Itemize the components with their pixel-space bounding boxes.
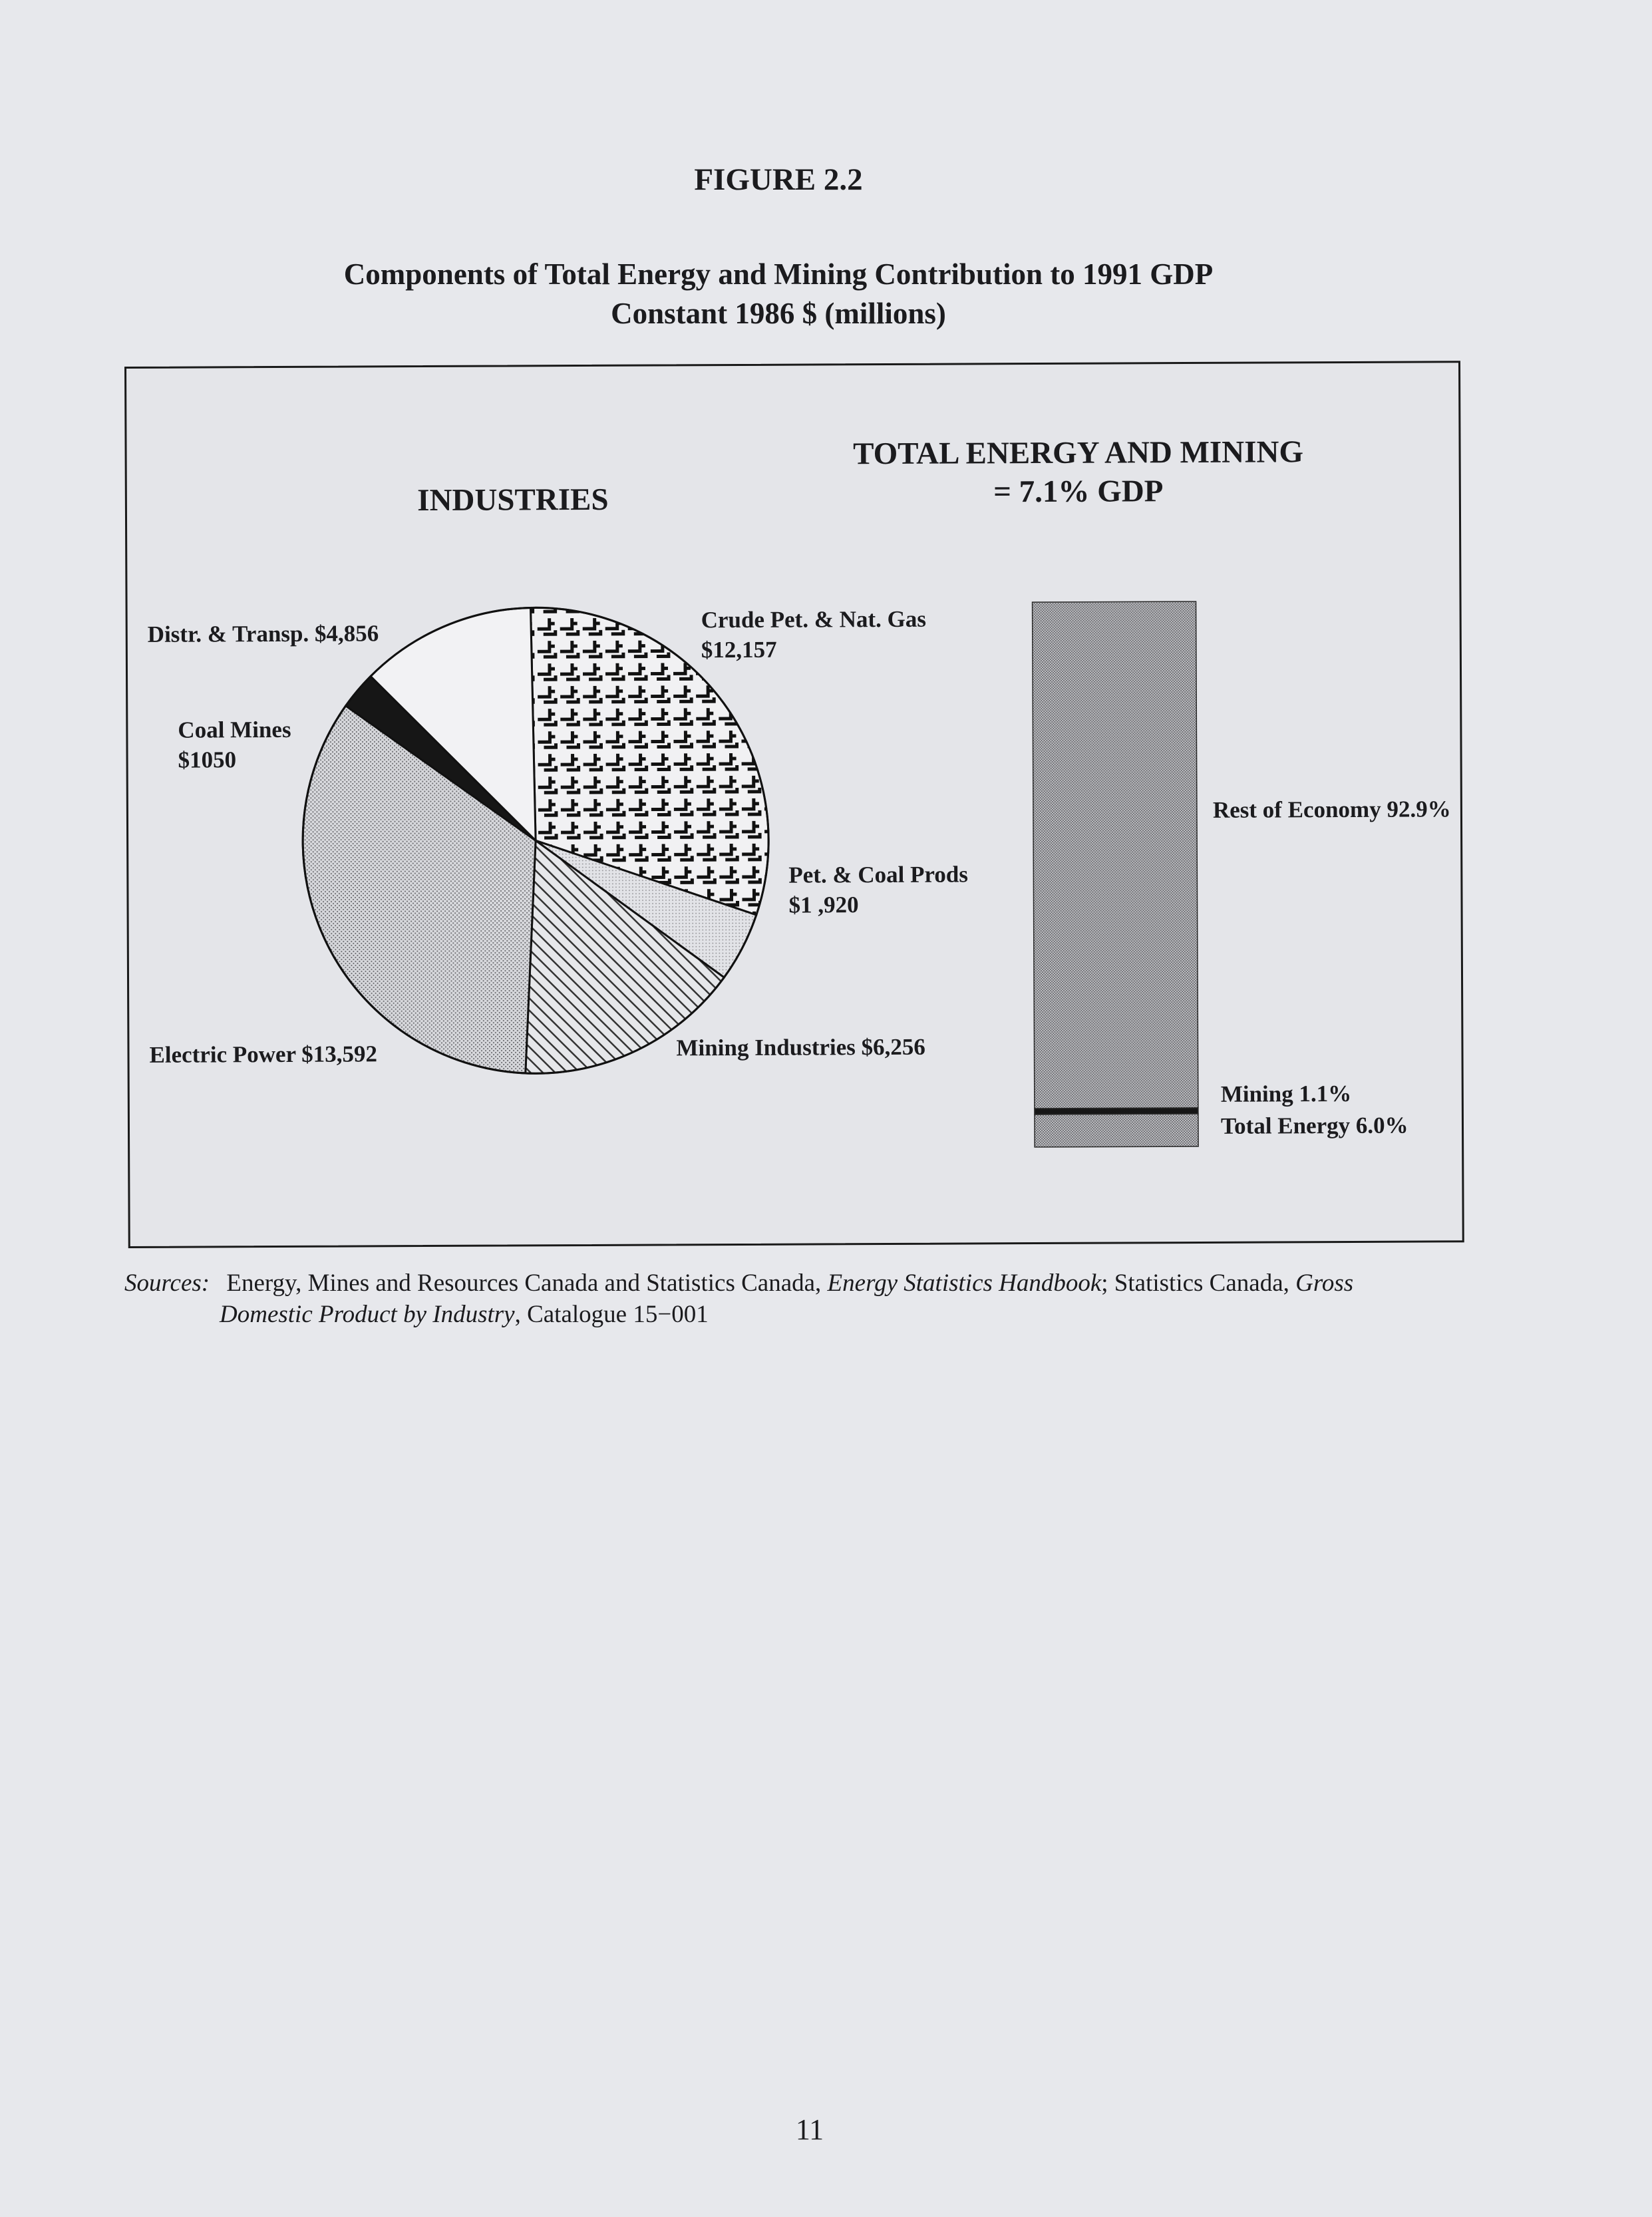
bar-segment-label: Mining 1.1% — [1220, 1080, 1352, 1107]
sources-note — [124, 1268, 1482, 1330]
sources-italic-2a: Gross — [1295, 1270, 1354, 1297]
pie-slice-label: Crude Pet. & Nat. Gas — [701, 605, 927, 633]
bar-title-line-1: TOTAL ENERGY AND MINING — [853, 434, 1304, 472]
bar-labels — [1213, 796, 1452, 1139]
bar-segment — [1035, 1114, 1198, 1147]
figure-label: FIGURE 2.2 — [694, 162, 863, 197]
pie-slice-label: Coal Mines — [178, 716, 291, 743]
figure-title — [0, 255, 1557, 333]
bar-segment-label: Rest of Economy 92.9% — [1212, 796, 1451, 823]
chart-frame — [124, 361, 1464, 1248]
sources-label: Sources: — [124, 1270, 210, 1297]
bar-segment-label: Total Energy 6.0% — [1220, 1112, 1408, 1139]
bar-title-line-2: = 7.1% GDP — [993, 474, 1164, 510]
pie-slice-label: Mining Industries $6,256 — [676, 1033, 925, 1061]
chart-canvas — [126, 363, 1462, 1246]
title-line-2: Constant 1986 $ (millions) — [611, 297, 946, 330]
title-line-1: Components of Total Energy and Mining Contribution to 1991 GDP — [343, 257, 1214, 291]
sources-text-3: , Catalogue 15−001 — [514, 1301, 709, 1328]
sources-italic-1: Energy Statistics Handbook — [827, 1270, 1102, 1297]
pie-slice-value: $1 ,920 — [788, 892, 859, 918]
pie-slice-value: $1050 — [178, 747, 237, 773]
pie-slice-label: Distr. & Transp. $4,856 — [147, 620, 379, 647]
bar-segment — [1033, 601, 1198, 1108]
pie-title: INDUSTRIES — [417, 482, 609, 518]
pie-chart — [302, 607, 770, 1075]
pie-slice-label: Electric Power $13,592 — [149, 1041, 378, 1068]
stacked-bar — [1033, 601, 1199, 1147]
sources-italic-2b: Domestic Product by Industry — [220, 1301, 515, 1328]
pie-slice-value: $12,157 — [701, 636, 777, 663]
sources-text-1: Energy, Mines and Resources Canada and Statistics Canada, — [226, 1270, 822, 1297]
page-number: 11 — [795, 2113, 824, 2146]
sources-text-2: ; Statistics Canada, — [1101, 1270, 1289, 1297]
pie-slice-label: Pet. & Coal Prods — [788, 861, 969, 888]
